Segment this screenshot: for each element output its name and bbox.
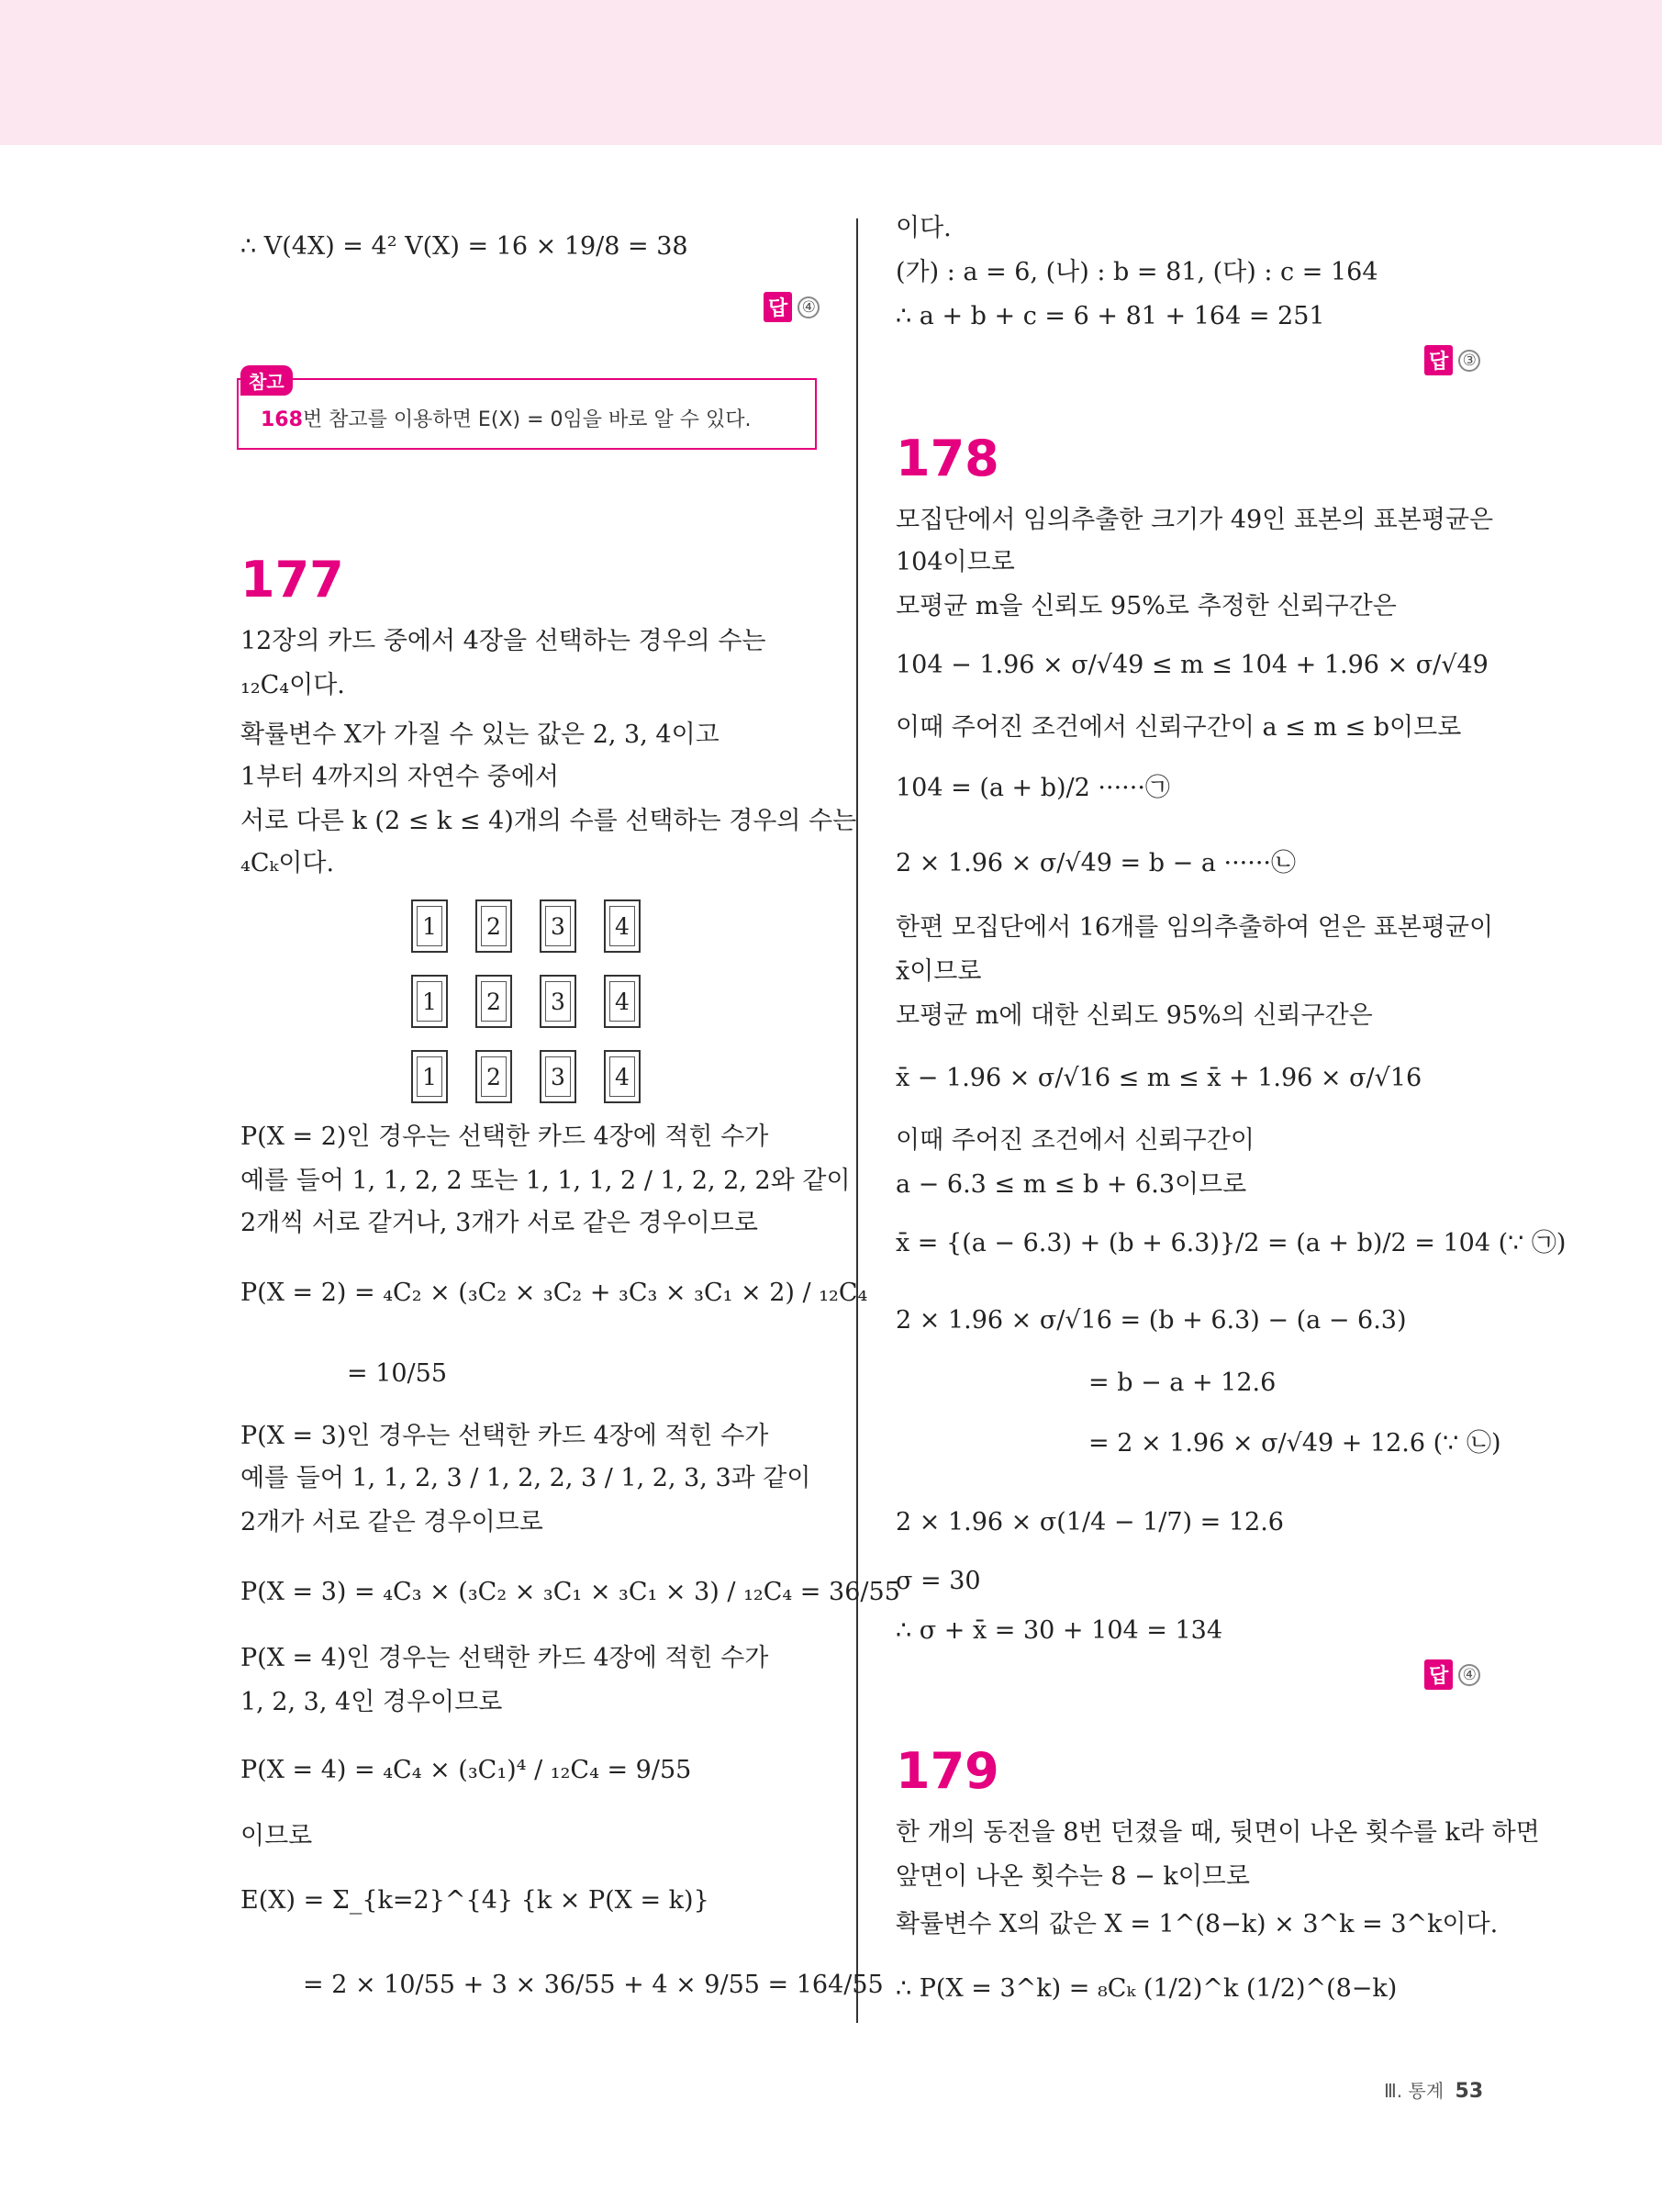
answer-number: ③: [1458, 350, 1480, 372]
text-line: 이다.: [896, 214, 952, 242]
card-number: 3: [545, 906, 571, 946]
text-line: 2개가 서로 같은 경우이므로: [240, 1508, 543, 1536]
text-line: 이때 주어진 조건에서 신뢰구간이: [896, 1126, 1255, 1155]
formula-line: 104 = (a + b)/2 ······㉠: [896, 774, 1170, 802]
card: [475, 899, 512, 953]
card: [604, 899, 641, 953]
card-number: 2: [481, 1056, 507, 1097]
text-line: 모평균 m에 대한 신뢰도 95%의 신뢰구간은: [896, 1001, 1373, 1030]
text-line: 서로 다른 k (2 ≤ k ≤ 4)개의 수를 선택하는 경우의 수는: [240, 807, 857, 835]
answer-tag: 답: [1424, 345, 1453, 375]
text-line: 모집단에서 임의추출한 크기가 49인 표본의 표본평균은: [896, 506, 1494, 534]
card: [475, 975, 512, 1028]
formula-line: 104 − 1.96 × σ/√49 ≤ m ≤ 104 + 1.96 × σ/√49: [896, 651, 1489, 679]
card-number: 3: [545, 1056, 571, 1097]
card: [540, 1050, 576, 1103]
text-line: ∴ a + b + c = 6 + 81 + 164 = 251: [896, 302, 1325, 330]
formula-line: = 2 × 1.96 × σ/√49 + 12.6 (∵ ㉡): [1088, 1429, 1501, 1458]
card-number: 4: [609, 1056, 635, 1097]
text-line: 이므로: [240, 1822, 313, 1850]
problem-heading-179: 179: [896, 1742, 999, 1800]
text-line: 104이므로: [896, 548, 1015, 576]
text-line: P(X = 2)인 경우는 선택한 카드 4장에 적힌 수가: [240, 1123, 769, 1151]
text-line: 1, 2, 3, 4인 경우이므로: [240, 1688, 503, 1716]
card-number: 4: [609, 981, 635, 1022]
column-divider: [856, 218, 858, 2023]
text-line: 12장의 카드 중에서 4장을 선택하는 경우의 수는: [240, 627, 766, 655]
card: [475, 1050, 512, 1103]
text-line: 확률변수 X가 가질 수 있는 값은 2, 3, 4이고: [240, 721, 719, 749]
text-line: a − 6.3 ≤ m ≤ b + 6.3이므로: [896, 1170, 1247, 1199]
text-line: ₄Cₖ이다.: [240, 849, 335, 877]
text-line: x̄이므로: [896, 957, 982, 986]
formula-line: σ = 30: [896, 1567, 981, 1595]
card: [540, 975, 576, 1028]
text-line: 이때 주어진 조건에서 신뢰구간이 a ≤ m ≤ b이므로: [896, 713, 1462, 742]
card: [604, 1050, 641, 1103]
text-line: 앞면이 나온 횟수는 8 − k이므로: [896, 1862, 1250, 1891]
formula-line: = 10/55: [347, 1359, 448, 1388]
formula-line: = 2 × 10/55 + 3 × 36/55 + 4 × 9/55 = 164/55: [303, 1971, 884, 1999]
formula-line: 확률변수 X의 값은 X = 1^(8−k) × 3^k = 3^k이다.: [896, 1910, 1499, 1938]
formula-line: E(X) = Σ_{k=2}^{4} {k × P(X = k)}: [240, 1886, 709, 1915]
card-number: 1: [417, 1056, 442, 1097]
card: [411, 975, 448, 1028]
answer-number: ④: [1458, 1664, 1480, 1686]
formula-line: 2 × 1.96 × σ(1/4 − 1/7) = 12.6: [896, 1508, 1284, 1536]
text-line: P(X = 4)인 경우는 선택한 카드 4장에 적힌 수가: [240, 1644, 769, 1672]
card-grid: [411, 899, 642, 1103]
problem-heading-177: 177: [240, 551, 344, 609]
card-number: 3: [545, 981, 571, 1022]
problem-heading-178: 178: [896, 430, 999, 487]
top-band: [0, 0, 1662, 145]
card-number: 1: [417, 981, 442, 1022]
formula-line: x̄ = {(a − 6.3) + (b + 6.3)}/2 = (a + b)/2 = 104 (∵ ㉠): [896, 1229, 1567, 1257]
section-label: Ⅲ. 통계: [1384, 2080, 1444, 2102]
text-line: 예를 들어 1, 1, 2, 2 또는 1, 1, 1, 2 / 1, 2, 2, 2와 같이: [240, 1167, 851, 1195]
formula-line: 2 × 1.96 × σ/√16 = (b + 6.3) − (a − 6.3): [896, 1306, 1407, 1335]
text-line: P(X = 3)인 경우는 선택한 카드 4장에 적힌 수가: [240, 1422, 769, 1450]
formula-v4x: ∴ V(4X) = 4² V(X) = 16 × 19/8 = 38: [240, 232, 688, 261]
answer-tag: 답: [1424, 1659, 1453, 1690]
card-number: 1: [417, 906, 442, 946]
card-number: 2: [481, 906, 507, 946]
note-body: 번 참고를 이용하면 E(X) = 0임을 바로 알 수 있다.: [302, 408, 752, 431]
page-footer: [1384, 2076, 1483, 2103]
text-line: 예를 들어 1, 1, 2, 3 / 1, 2, 2, 3 / 1, 2, 3, 3과 같이: [240, 1464, 811, 1492]
note-text: [261, 404, 751, 432]
card: [411, 1050, 448, 1103]
page-number: 53: [1455, 2080, 1484, 2103]
answer-number: ④: [798, 296, 820, 318]
formula-line: P(X = 2) = ₄C₂ × (₃C₂ × ₃C₂ + ₃C₃ × ₃C₁ × 2) / ₁₂C₄: [240, 1279, 868, 1307]
formula-line: ∴ σ + x̄ = 30 + 104 = 134: [896, 1616, 1222, 1645]
answer-badge: [764, 292, 820, 322]
text-line: 1부터 4까지의 자연수 중에서: [240, 763, 560, 791]
formula-line: P(X = 3) = ₄C₃ × (₃C₂ × ₃C₁ × ₃C₁ × 3) / ₁₂C₄ = 36/55: [240, 1578, 900, 1606]
note-ref: 168: [261, 408, 303, 431]
text-line: 모평균 m을 신뢰도 95%로 추정한 신뢰구간은: [896, 592, 1397, 620]
text-line: 2개씩 서로 같거나, 3개가 서로 같은 경우이므로: [240, 1209, 758, 1237]
card-number: 2: [481, 981, 507, 1022]
text-line: (가) : a = 6, (나) : b = 81, (다) : c = 164: [896, 258, 1378, 286]
note-tag: 참고: [240, 365, 293, 396]
formula-line: ∴ P(X = 3^k) = ₈Cₖ (1/2)^k (1/2)^(8−k): [896, 1974, 1398, 2003]
text-line: 한 개의 동전을 8번 던졌을 때, 뒷면이 나온 횟수를 k라 하면: [896, 1818, 1540, 1847]
text-line: ₁₂C₄이다.: [240, 671, 345, 699]
card: [604, 975, 641, 1028]
answer-badge: [1424, 345, 1480, 375]
formula-line: = b − a + 12.6: [1088, 1369, 1277, 1397]
answer-badge: [1424, 1659, 1480, 1690]
formula-line: 2 × 1.96 × σ/√49 = b − a ······㉡: [896, 849, 1296, 877]
text-line: 한편 모집단에서 16개를 임의추출하여 얻은 표본평균이: [896, 913, 1494, 942]
card-number: 4: [609, 906, 635, 946]
answer-tag: 답: [764, 292, 792, 322]
card: [411, 899, 448, 953]
card: [540, 899, 576, 953]
formula-line: x̄ − 1.96 × σ/√16 ≤ m ≤ x̄ + 1.96 × σ/√16: [896, 1064, 1422, 1092]
formula-line: P(X = 4) = ₄C₄ × (₃C₁)⁴ / ₁₂C₄ = 9/55: [240, 1756, 692, 1784]
